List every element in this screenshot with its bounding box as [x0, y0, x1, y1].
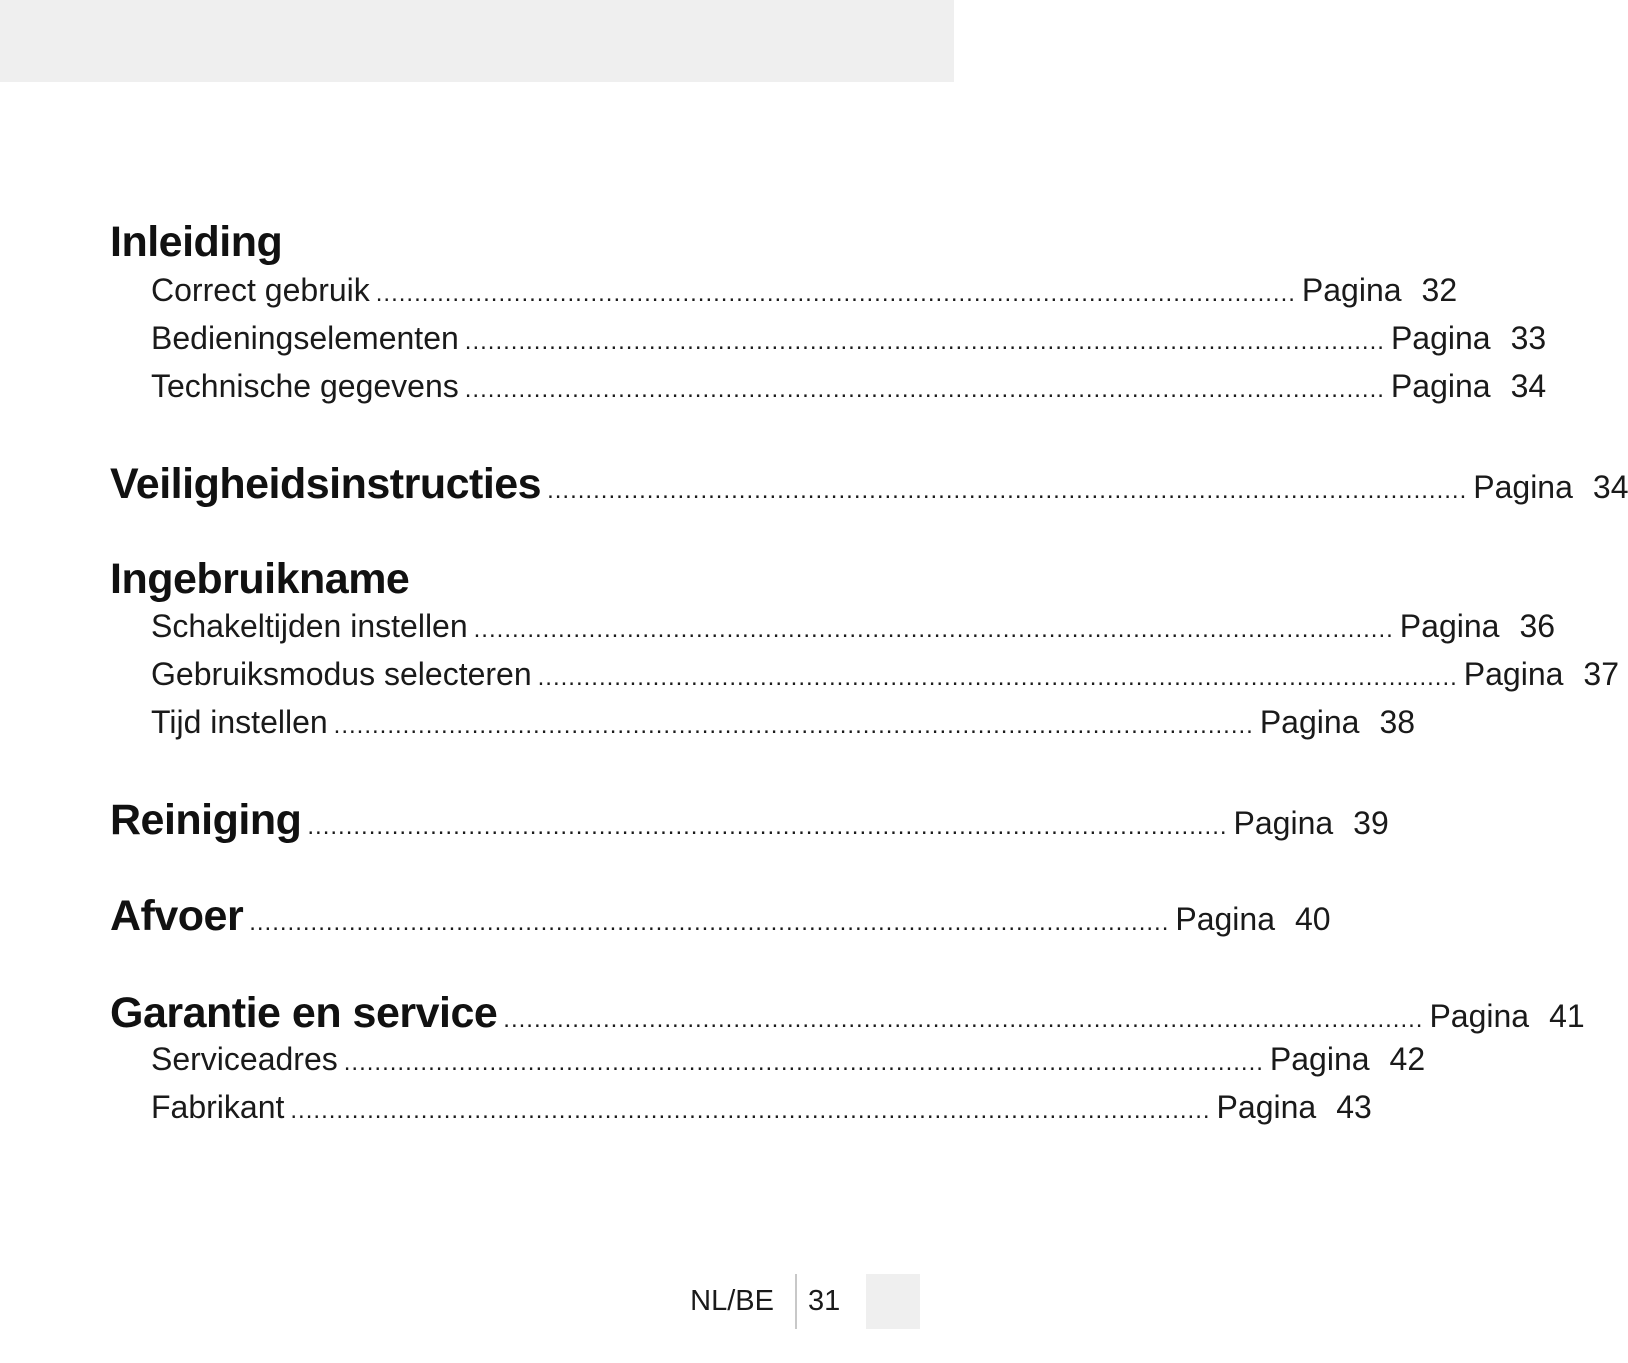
dot-leader: ........................................................................................................................ [464, 328, 1385, 355]
entry-label: Technische gegevens [151, 368, 459, 404]
footer-page-number: 31 [808, 1285, 841, 1317]
toc-heading-veiligheidsinstructies[interactable] [110, 460, 1628, 510]
page-label: Pagina [1233, 805, 1334, 841]
entry-label: Bedieningselementen [151, 320, 459, 356]
toc-entry[interactable] [151, 320, 1547, 370]
entry-label: Fabrikant [151, 1089, 285, 1125]
page-number: 43 [1336, 1089, 1372, 1125]
section-title: Reiniging [110, 796, 302, 844]
page-label: Pagina [1216, 1089, 1317, 1125]
page-label: Pagina [1259, 704, 1360, 740]
dot-leader: ........................................................................................................................ [473, 616, 1394, 643]
section-title: Ingebruikname [110, 555, 410, 603]
page-label: Pagina [1429, 998, 1530, 1034]
entry-label: Correct gebruik [151, 272, 370, 308]
entry-label: Gebruiksmodus selecteren [151, 656, 532, 692]
page-number: 38 [1379, 704, 1416, 740]
page-label: Pagina [1473, 469, 1573, 505]
entry-label: Serviceadres [151, 1041, 338, 1077]
section-title: Veiligheidsinstructies [110, 460, 542, 508]
dot-leader: ........................................................................................................................ [290, 1097, 1211, 1124]
page-number: 40 [1295, 901, 1331, 937]
dot-leader: ........................................................................................................................ [375, 280, 1296, 307]
toc-heading-afvoer[interactable] [110, 892, 1331, 942]
toc-heading-ingebruikname [110, 555, 845, 605]
page-label: Pagina [1269, 1041, 1370, 1077]
page-number: 32 [1421, 272, 1458, 308]
toc-entry[interactable] [151, 368, 1547, 418]
page-label: Pagina [1301, 272, 1402, 308]
entry-label: Tijd instellen [151, 704, 328, 740]
footer-divider [795, 1274, 797, 1329]
page-number: 33 [1510, 320, 1547, 356]
section-title: Inleiding [110, 218, 283, 266]
dot-leader: ........................................................................................................................ [503, 1006, 1424, 1033]
dot-leader: ........................................................................................................................ [333, 712, 1254, 739]
toc-heading-garantie-en-service[interactable] [110, 989, 1585, 1039]
page-number: 41 [1549, 998, 1585, 1034]
dot-leader: ........................................................................................................................ [343, 1049, 1264, 1076]
footer-tab-marker [866, 1274, 920, 1329]
toc-entry[interactable] [151, 656, 1620, 706]
dot-leader: ........................................................................................................................ [537, 664, 1458, 691]
page-number: 39 [1353, 805, 1389, 841]
section-title: Afvoer [110, 892, 244, 940]
toc-heading-inleiding [110, 218, 845, 268]
page-number: 34 [1592, 469, 1628, 505]
page-label: Pagina [1399, 608, 1500, 644]
page-number: 34 [1510, 368, 1547, 404]
page-label: Pagina [1390, 320, 1491, 356]
toc-entry[interactable] [151, 1089, 1372, 1139]
footer-language: NL/BE [690, 1285, 774, 1317]
toc-heading-reiniging[interactable] [110, 796, 1389, 846]
toc-entry[interactable] [151, 272, 1458, 322]
page-number: 42 [1389, 1041, 1426, 1077]
dot-leader: ........................................................................................................................ [464, 376, 1385, 403]
toc-entry[interactable] [151, 704, 1416, 754]
entry-label: Schakeltijden instellen [151, 608, 468, 644]
dot-leader: ........................................................................................................................ [249, 909, 1170, 936]
page-label: Pagina [1390, 368, 1491, 404]
toc-entry[interactable] [151, 608, 1556, 658]
toc-entry[interactable] [151, 1041, 1426, 1091]
page-label: Pagina [1463, 656, 1564, 692]
page-label: Pagina [1175, 901, 1275, 937]
page-number: 36 [1519, 608, 1556, 644]
page-number: 37 [1583, 656, 1620, 692]
section-title: Garantie en service [110, 989, 498, 1037]
dot-leader: ........................................................................................................................ [547, 477, 1468, 504]
dot-leader: ........................................................................................................................ [307, 813, 1228, 840]
